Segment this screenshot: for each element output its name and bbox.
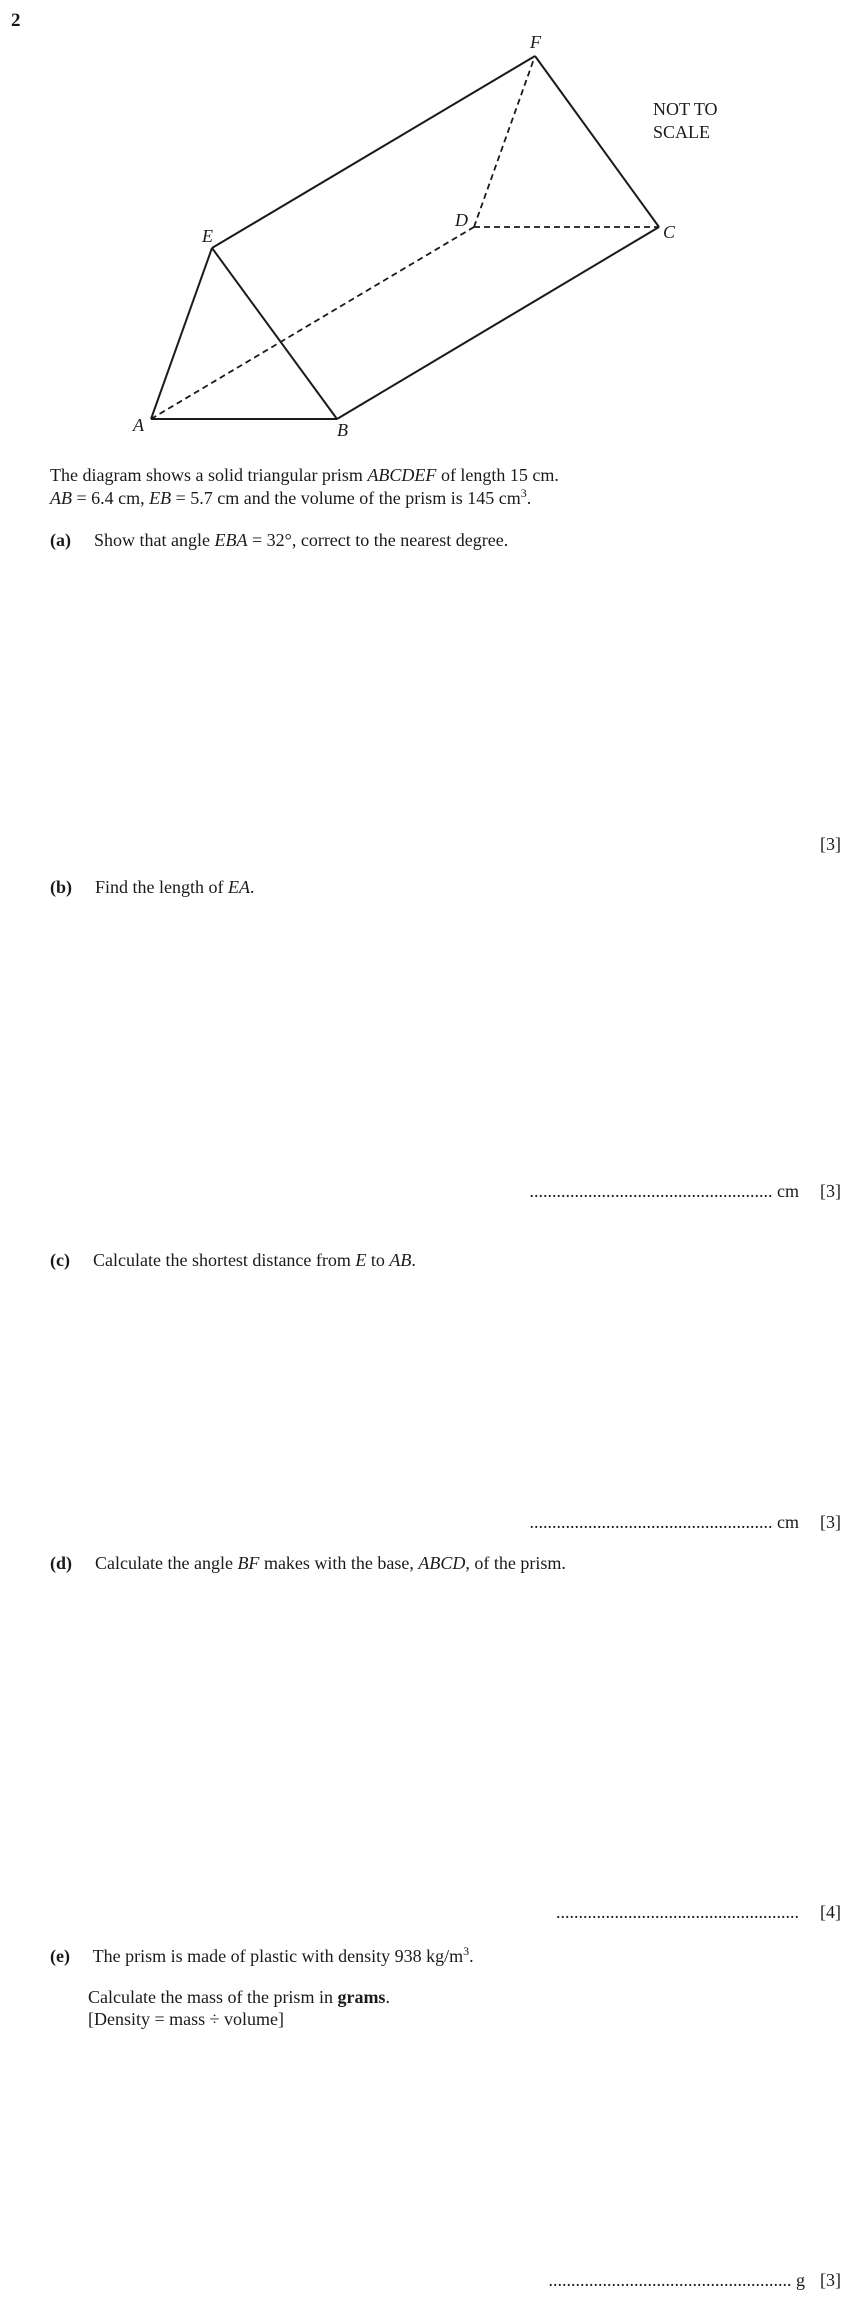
answer-dots: ...................................................... [529,1181,773,1201]
part-e-marks: [3] [820,2270,841,2290]
edge-df [474,56,535,227]
vertex-label-e: E [202,226,213,246]
answer-dots: ...................................................... [548,2270,792,2290]
answer-dots: ...................................................... [529,1512,773,1532]
edge-ef [212,56,535,248]
part-a-marks: [3] [820,834,841,854]
part-c-unit: cm [777,1512,799,1532]
part-e-unit: g [796,2270,805,2290]
part-c-marks: [3] [820,1512,841,1532]
part-d-marks: [4] [820,1902,841,1922]
part-e-formula: [Density = mass ÷ volume] [88,2009,285,2029]
intro-line-1: The diagram shows a solid triangular prism ABCDEF of length 15 cm. [50,465,559,485]
part-b-question: (b) Find the length of EA. [50,877,255,897]
part-e-instruction: Calculate the mass of the prism in grams. [88,1987,390,2007]
vertex-label-a: A [133,415,144,435]
part-b-label: (b) [50,877,72,897]
part-d-answer-line[interactable] [556,1902,841,1923]
edge-ad [151,227,474,419]
question-number: 2 [11,10,21,31]
not-to-scale-line1: NOT TO [653,99,718,119]
part-d-question: (d) Calculate the angle BF makes with the base, ABCD, of the prism. [50,1553,566,1573]
part-b-answer-line[interactable] [530,1181,842,1202]
part-b-marks: [3] [820,1181,841,1201]
part-c-label: (c) [50,1250,70,1270]
part-c-answer-line[interactable] [530,1512,842,1533]
answer-dots: ...................................................... [556,1902,799,1922]
part-d-label: (d) [50,1553,72,1573]
vertex-label-f: F [530,32,541,52]
part-c-question: (c) Calculate the shortest distance from E to AB. [50,1250,416,1270]
part-e-question: (e) The prism is made of plastic with density 938 $kg/m^3$. [50,1944,474,1966]
vertex-label-b: B [337,420,348,440]
part-a-question: (a) Show that angle EBA = 32°, correct to the nearest degree. [50,530,509,550]
not-to-scale-line2: SCALE [653,122,711,142]
edge-fc [535,56,659,227]
edge-eb [212,248,337,419]
intro-line-2: AB = 6.4 cm, EB = 5.7 cm and the volume of the prism is 145 $cm^3$. [50,486,532,508]
part-e-answer-line[interactable] [549,2270,842,2291]
prism-diagram [0,0,853,460]
part-a-label: (a) [50,530,71,550]
part-b-unit: cm [777,1181,799,1201]
part-e-label: (e) [50,1946,70,1966]
edge-bc [337,227,659,419]
edge-ae [151,248,212,419]
vertex-label-c: C [663,222,676,242]
vertex-label-d: D [455,210,468,230]
